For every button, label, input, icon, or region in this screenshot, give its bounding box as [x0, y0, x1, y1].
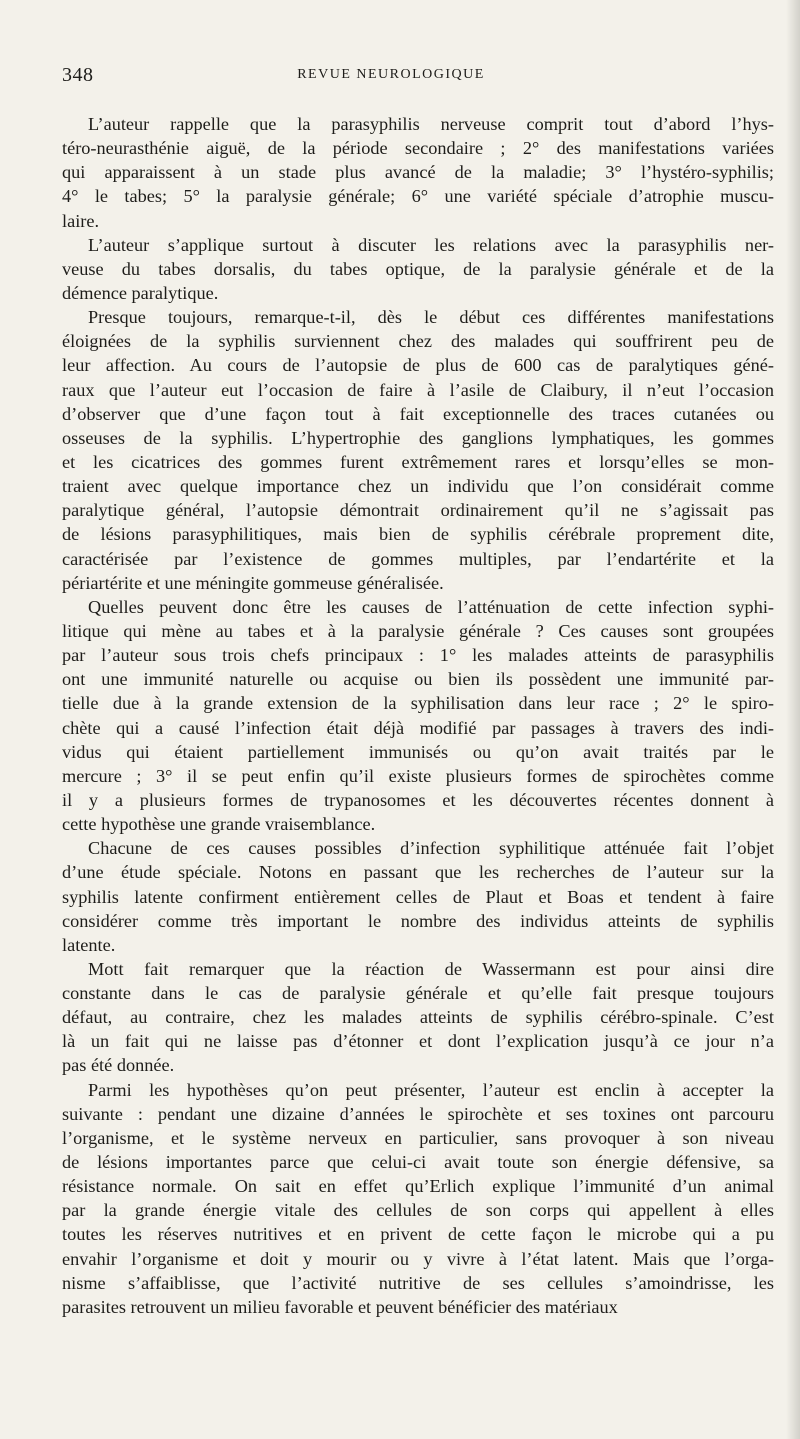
- text-line: démence paralytique.: [62, 282, 219, 303]
- text-line: latente.: [62, 934, 116, 955]
- text-line: là un fait qui ne laisse pas d’étonner et dont l’explication jusqu’à ce jour n’a: [62, 1031, 774, 1052]
- text-line: résistance normale. On sait en effet qu’Erlich explique l’immunité d’un animal: [62, 1176, 774, 1197]
- text-line: de lésions importantes parce que celui-ci avait toute son énergie défensive, sa: [62, 1152, 774, 1173]
- text-line: l’organisme, et le système nerveux en particulier, sans provoquer à son niveau: [62, 1127, 774, 1148]
- text-line: litique qui mène au tabes et à la paralysie générale ? Ces causes sont groupées: [62, 620, 774, 641]
- text-line: pas été donnée.: [62, 1055, 175, 1076]
- text-line: par l’auteur sous trois chefs principaux : 1° les malades atteints de parasyphilis: [62, 645, 774, 666]
- text-line: il y a plusieurs formes de trypanosomes et les découvertes récentes donnent à: [62, 789, 774, 810]
- paragraph: [62, 1078, 774, 1319]
- running-head: REVUE NEUROLOGIQUE: [297, 67, 485, 82]
- text-line: traient avec quelque importance chez un individu que l’on considérait comme: [62, 476, 774, 497]
- text-line: veuse du tabes dorsalis, du tabes optique, de la paralysie générale et de la: [62, 258, 774, 279]
- text-line: Chacune de ces causes possibles d’infection syphilitique atténuée fait l’objet: [88, 838, 774, 859]
- text-line: de lésions parasyphilitiques, mais bien de syphilis cérébrale proprement dite,: [62, 524, 774, 545]
- text-line: L’auteur rappelle que la parasyphilis nerveuse comprit tout d’abord l’hys-: [88, 114, 774, 134]
- paragraph: [62, 233, 774, 305]
- text-line: cette hypothèse une grande vraisemblance.: [62, 814, 376, 835]
- text-line: L’auteur s’applique surtout à discuter les relations avec la parasyphilis ner-: [88, 234, 774, 255]
- text-line: 4° le tabes; 5° la paralysie générale; 6° une variété spéciale d’atrophie muscu-: [62, 186, 774, 207]
- text-line: qui apparaissent à un stade plus avancé de la maladie; 3° l’hystéro-syphilis;: [62, 162, 774, 183]
- page-header: [62, 64, 760, 94]
- text-line: d’observer que d’une façon tout à fait exceptionnelle des traces cutanées ou: [62, 403, 774, 424]
- paragraph: [62, 957, 774, 1078]
- text-line: syphilis latente confirment entièrement celles de Plaut et Boas et tendent à faire: [62, 886, 774, 907]
- text-line: d’une étude spéciale. Notons en passant que les recherches de l’auteur sur la: [62, 862, 774, 883]
- text-line: suivante : pendant une dizaine d’années le spirochète et ses toxines ont parcouru: [62, 1103, 774, 1124]
- paragraph: [62, 595, 774, 836]
- text-line: constante dans le cas de paralysie générale et qu’elle fait presque toujours: [62, 983, 774, 1004]
- text-line: chète qui a causé l’infection était déjà modifié par passages à travers des indi-: [62, 717, 774, 738]
- text-line: laire.: [62, 210, 100, 231]
- text-line: osseuses de la syphilis. L’hypertrophie des ganglions lymphatiques, les gommes: [62, 427, 774, 448]
- text-line: vidus qui étaient partiellement immunisés ou qu’on avait traités par le: [62, 741, 774, 762]
- page-edge-shadow: [786, 0, 800, 1439]
- text-line: paralytique général, l’autopsie démontrait ordinairement qu’il ne s’agissait pas: [62, 500, 774, 521]
- text-line: périartérite et une méningite gommeuse généralisée.: [62, 572, 444, 593]
- text-line: Presque toujours, remarque-t-il, dès le début ces différentes manifestations: [88, 307, 774, 328]
- paragraph: [62, 112, 774, 233]
- text-line: leur affection. Au cours de l’autopsie de plus de 600 cas de paralytiques géné-: [62, 355, 774, 376]
- text-line: mercure ; 3° il se peut enfin qu’il existe plusieurs formes de spirochètes comme: [62, 765, 774, 786]
- text-line: raux que l’auteur eut l’occasion de faire à l’asile de Claibury, il n’eut l’occasion: [62, 379, 774, 400]
- text-line: ont une immunité naturelle ou acquise ou bien ils possèdent une immunité par-: [62, 669, 774, 690]
- text-line: Parmi les hypothèses qu’on peut présenter, l’auteur est enclin à accepter la: [88, 1079, 774, 1100]
- paragraph: [62, 305, 774, 595]
- text-line: parasites retrouvent un milieu favorable et peuvent bénéficier des matériaux: [62, 1296, 618, 1317]
- text-line: par la grande énergie vitale des cellules de son corps qui appellent à elles: [62, 1200, 774, 1221]
- text-line: défaut, au contraire, chez les malades atteints de syphilis cérébro-spinale. C’est: [62, 1007, 774, 1028]
- text-line: Quelles peuvent donc être les causes de l’atténuation de cette infection syphi-: [88, 596, 774, 617]
- text-line: et les cicatrices des gommes furent extrêmement rares et lorsqu’elles se mon-: [62, 451, 774, 472]
- text-line: caractérisée par l’existence de gommes multiples, par l’endartérite et la: [62, 548, 774, 569]
- text-line: téro-neurasthénie aiguë, de la période secondaire ; 2° des manifestations variées: [62, 138, 774, 159]
- text-line: tielle due à la grande extension de la syphilisation dans leur race ; 2° le spiro-: [62, 693, 774, 714]
- text-line: considérer comme très important le nombre des individus atteints de syphilis: [62, 910, 774, 931]
- text-line: éloignées de la syphilis surviennent chez des malades qui souffrirent peu de: [62, 331, 774, 352]
- text-line: nisme s’affaiblisse, que l’activité nutritive de ses cellules s’amoindrisse, les: [62, 1272, 774, 1293]
- page-number: 348: [62, 64, 94, 86]
- body-text: [62, 112, 774, 1319]
- text-line: Mott fait remarquer que la réaction de Wassermann est pour ainsi dire: [88, 958, 774, 979]
- paragraph: [62, 836, 774, 957]
- text-line: envahir l’organisme et doit y mourir ou y vivre à l’état latent. Mais que l’orga-: [62, 1248, 774, 1269]
- text-line: toutes les réserves nutritives et en privent de cette façon le microbe qui a pu: [62, 1224, 774, 1245]
